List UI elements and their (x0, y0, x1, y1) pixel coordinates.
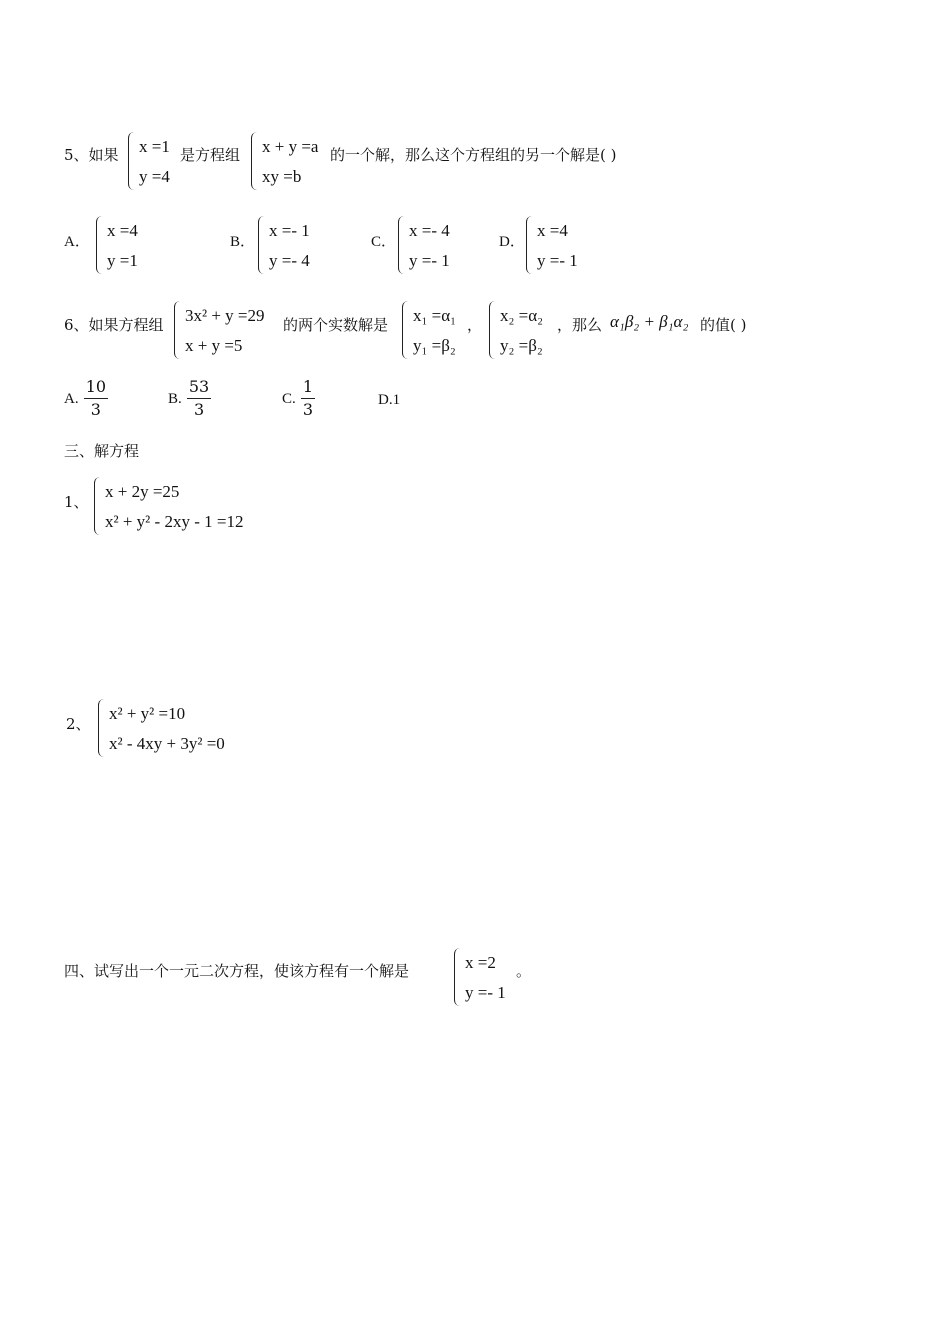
fraction (84, 378, 108, 419)
brace (454, 948, 462, 1006)
equation: x =4 (537, 221, 568, 240)
q6-option-c (282, 378, 315, 419)
equation: 3x² + y =29 (185, 306, 265, 325)
q6-then-text: ，那么 (557, 316, 603, 334)
problem-2-label: 2、 (66, 715, 91, 733)
numerator: 53 (187, 378, 211, 399)
equation: xy =b (262, 167, 302, 186)
equation: x² + y² =10 (109, 704, 186, 723)
brace (258, 216, 266, 274)
equation: y =- 1 (537, 251, 578, 270)
section4-system (454, 948, 506, 1006)
q6-equation-system (174, 301, 265, 359)
brace (94, 477, 102, 535)
q6-option-a (64, 378, 108, 419)
equation: x + 2y =25 (105, 482, 180, 501)
q6-mid-text: 的两个实数解是 (283, 316, 389, 334)
brace (96, 216, 104, 274)
equation: x =2 (465, 953, 496, 972)
option-label: A. (64, 391, 79, 407)
fraction (301, 378, 315, 419)
brace (98, 699, 106, 757)
equation: y =- 1 (409, 251, 450, 270)
denominator: 3 (193, 400, 205, 419)
q5-option-a (96, 216, 138, 274)
section3-title: 三、解方程 (64, 442, 140, 460)
equation: x + y =a (262, 137, 319, 156)
q5-option-c (398, 216, 450, 274)
q6-comma: ， (467, 316, 483, 334)
section4-text: 四、试写出一个一元二次方程，使该方程有一个解是 (64, 962, 410, 980)
problem-1-system (94, 477, 243, 535)
equation: x =- 4 (409, 221, 450, 240)
brace (174, 301, 182, 359)
equation: x₁ =α₁ (413, 306, 457, 325)
q5-equation-system (251, 132, 318, 190)
q6-expression: α₁β₂ + β₁α₂ (610, 312, 689, 331)
brace (489, 301, 497, 359)
option-label: C. (282, 391, 296, 407)
q5-option-d-label: D． (499, 234, 525, 250)
equation: x + y =5 (185, 336, 243, 355)
equation: y₂ =β₂ (500, 336, 543, 355)
equation: x² - 4xy + 3y² =0 (109, 734, 225, 753)
equation: x =- 1 (269, 221, 310, 240)
numerator: 10 (84, 378, 108, 399)
equation: x =1 (139, 137, 170, 156)
q5-solution-system (128, 132, 170, 190)
brace (402, 301, 410, 359)
equation: y =4 (139, 167, 170, 186)
equation: y =1 (107, 251, 138, 270)
brace (128, 132, 136, 190)
denominator: 3 (302, 400, 314, 419)
equation: y₁ =β₂ (413, 336, 456, 355)
q5-option-a-label: A． (64, 234, 90, 250)
q5-option-d (526, 216, 578, 274)
brace (251, 132, 259, 190)
q5-option-c-label: C． (371, 234, 397, 250)
q5-mid-text: 是方程组 (180, 146, 241, 164)
equation: x₂ =α₂ (500, 306, 544, 325)
brace (526, 216, 534, 274)
q6-solution-2 (489, 301, 543, 359)
q5-option-b-label: B． (230, 234, 256, 250)
equation: x =4 (107, 221, 138, 240)
q6-option-d: D.1 (378, 392, 401, 408)
numerator: 1 (301, 378, 315, 399)
q6-option-b (168, 378, 211, 419)
option-label: B. (168, 391, 182, 407)
equation: x² + y² - 2xy - 1 =12 (105, 512, 244, 531)
problem-1-label: 1、 (64, 493, 89, 511)
brace (398, 216, 406, 274)
q5-prefix: 5、如果 (64, 146, 119, 164)
equation: y =- 4 (269, 251, 310, 270)
q6-prefix: 6、如果方程组 (64, 316, 164, 334)
q6-solution-1 (402, 301, 456, 359)
problem-2-system (98, 699, 225, 757)
equation: y =- 1 (465, 983, 506, 1002)
denominator: 3 (90, 400, 101, 419)
q5-suffix: 的一个解，那么这个方程组的另一个解是( ) (330, 146, 617, 164)
q6-suffix: 的值( ) (700, 316, 747, 334)
fraction (187, 378, 211, 419)
q5-option-b (258, 216, 310, 274)
section4-end: 。 (516, 962, 532, 980)
